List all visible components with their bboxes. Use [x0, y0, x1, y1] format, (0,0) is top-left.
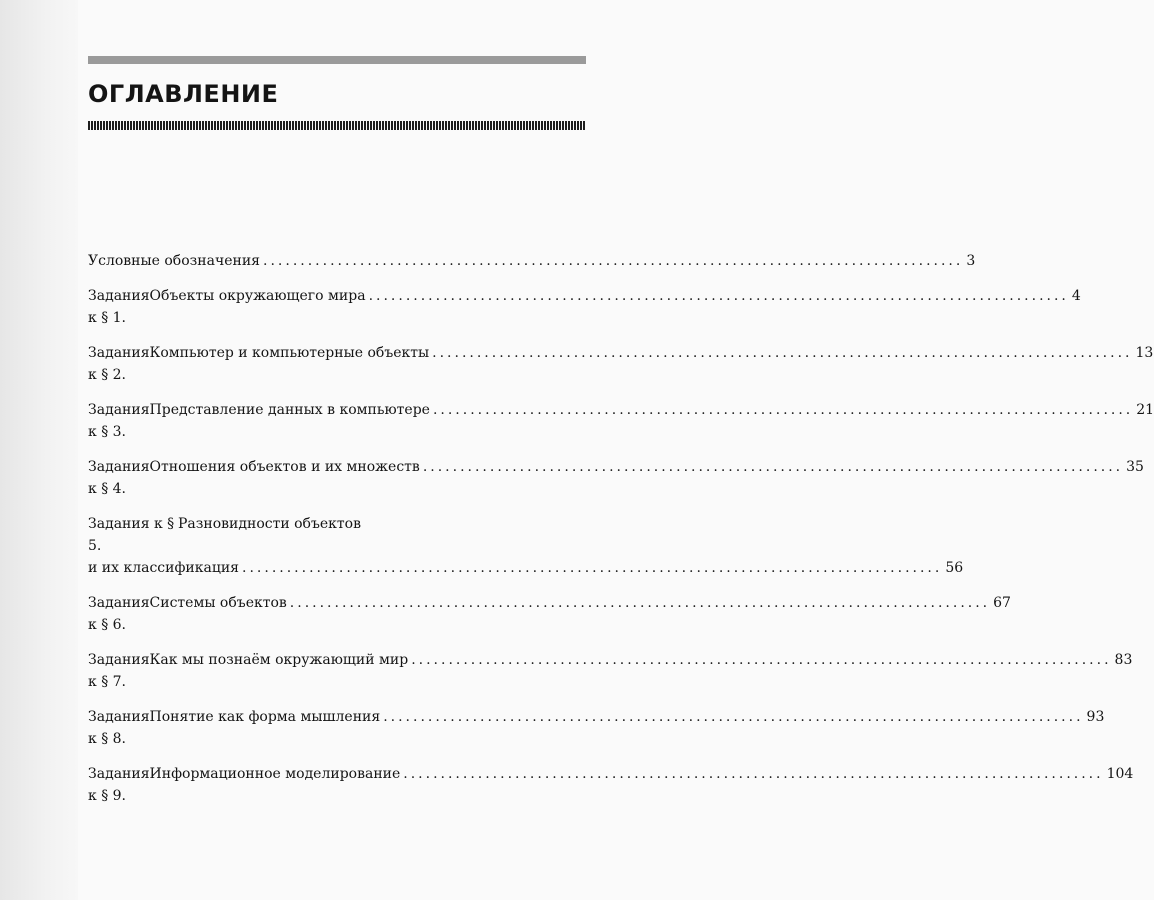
toc-entry-1[interactable] — [88, 285, 1081, 329]
header-rule — [88, 56, 586, 64]
toc-page-number: 56 — [945, 560, 964, 576]
toc-entry-label: Компьютер и компьютерные объекты — [149, 345, 430, 361]
toc-entry-label: Информационное моделирование — [149, 766, 401, 782]
toc-entry-4[interactable] — [88, 456, 1144, 500]
toc-entry-label: Разновидности объектов — [178, 516, 361, 532]
toc-section-label: Задания к § 8. — [88, 709, 150, 747]
leader-dots: .............................................................................................. — [383, 709, 1084, 725]
toc-section-label: Задания к § 3. — [88, 402, 150, 440]
toc-section-label: Задания к § 1. — [88, 288, 150, 326]
leader-dots: .............................................................................................. — [422, 459, 1124, 475]
page-title: ОГЛАВЛЕНИЕ — [88, 80, 279, 108]
toc-section-label: Задания к § 6. — [88, 595, 150, 633]
toc-page-number: 13 — [1135, 345, 1154, 361]
toc-page-number: 83 — [1114, 652, 1133, 668]
toc-page-number: 67 — [993, 595, 1011, 611]
toc-entry-label: Отношения объектов и их множеств — [149, 459, 420, 475]
toc-entry-5[interactable] — [88, 513, 586, 557]
toc-section-label: Задания к § 7. — [88, 652, 150, 690]
toc-entry-symbols[interactable] — [88, 250, 976, 272]
toc-page-number: 93 — [1086, 709, 1105, 725]
toc-entry-2[interactable] — [88, 342, 1154, 386]
leader-dots: .............................................................................................. — [242, 560, 943, 576]
toc-section-label: Задания к § 4. — [88, 459, 150, 497]
toc-section-label: Задания к § 2. — [88, 345, 150, 383]
title-rule — [88, 121, 586, 130]
toc-entry-6[interactable] — [88, 592, 1011, 636]
toc-entry-5-continued[interactable] — [88, 557, 964, 579]
toc-page-number: 35 — [1126, 459, 1144, 475]
toc-section-label: Задания к § 5. — [88, 516, 175, 554]
leader-dots: .............................................................................................. — [432, 345, 1133, 361]
toc-page-number: 104 — [1106, 766, 1134, 782]
leader-dots: .............................................................................................. — [263, 253, 964, 269]
leader-dots: .............................................................................................. — [368, 288, 1069, 304]
toc-entry-label: Представление данных в компьютере — [149, 402, 430, 418]
toc-page-number: 4 — [1071, 288, 1081, 304]
leader-dots: .............................................................................................. — [289, 595, 991, 611]
toc-entry-label: Как мы познаём окружающий мир — [149, 652, 409, 668]
toc-entry-label-continued: и их классификация — [88, 560, 240, 576]
toc-entry-label: Системы объектов — [149, 595, 287, 611]
leader-dots: .............................................................................................. — [411, 652, 1112, 668]
toc-entry-label: Условные обозначения — [88, 253, 261, 269]
toc-entry-9[interactable] — [88, 763, 1134, 807]
toc-entry-label: Понятие как форма мышления — [149, 709, 381, 725]
toc-entry-3[interactable] — [88, 399, 1154, 443]
toc-entry-label: Объекты окружающего мира — [149, 288, 366, 304]
table-of-contents — [88, 250, 1154, 807]
leader-dots: .............................................................................................. — [403, 766, 1104, 782]
toc-page-number: 21 — [1136, 402, 1154, 418]
leader-dots: .............................................................................................. — [432, 402, 1134, 418]
toc-page-number: 3 — [966, 253, 976, 269]
toc-entry-7[interactable] — [88, 649, 1133, 693]
toc-entry-8[interactable] — [88, 706, 1105, 750]
toc-section-label: Задания к § 9. — [88, 766, 150, 804]
page-edge — [0, 0, 78, 900]
